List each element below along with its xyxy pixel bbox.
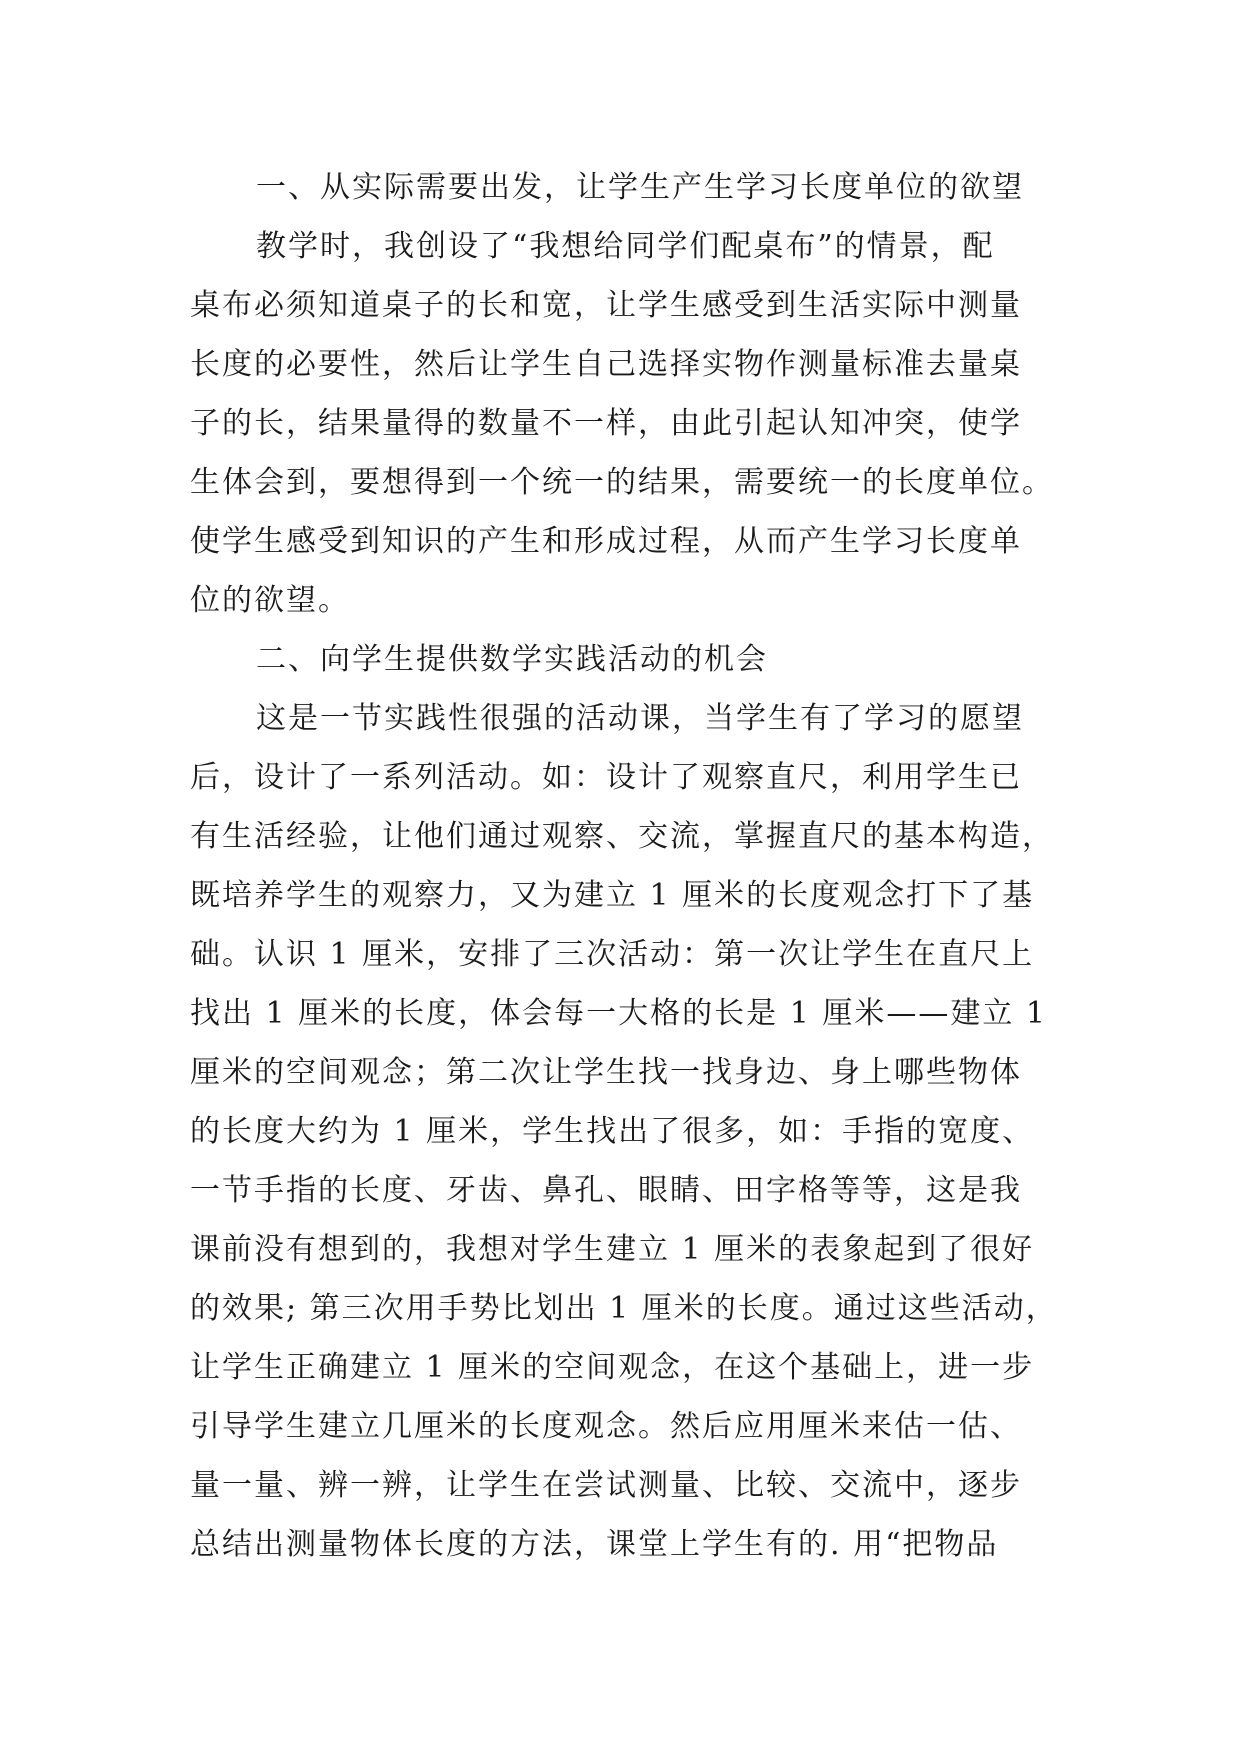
paragraph-line: 课前没有想到的，我想对学生建立 1 厘米的表象起到了很好	[190, 1232, 1035, 1267]
paragraph-line: 生体会到，要想得到一个统一的结果，需要统一的长度单位。	[190, 465, 1054, 500]
paragraph-line: 总结出测量物体长度的方法，课堂上学生有的. 用“把物品	[190, 1527, 999, 1562]
section-heading-2: 二、向学生提供数学实践活动的机会	[256, 642, 768, 677]
paragraph-line: 引导学生建立几厘米的长度观念。然后应用厘米来估一估、	[190, 1409, 1022, 1444]
paragraph-line: 这是一节实践性很强的活动课，当学生有了学习的愿望	[256, 701, 1024, 736]
paragraph-line: 桌布必须知道桌子的长和宽，让学生感受到生活实际中测量	[190, 288, 1022, 323]
paragraph-line: 的长度大约为 1 厘米，学生找出了很多，如：手指的宽度、	[190, 1114, 1035, 1149]
paragraph-line: 的效果; 第三次用手势比划出 1 厘米的长度。通过这些活动，	[190, 1291, 1058, 1326]
paragraph-line: 后，设计了一系列活动。如：设计了观察直尺，利用学生已	[190, 760, 1022, 795]
paragraph-line: 找出 1 厘米的长度，体会每一大格的长是 1 厘米——建立 1	[190, 996, 1047, 1031]
paragraph-line: 使学生感受到知识的产生和形成过程，从而产生学习长度单	[190, 524, 1022, 559]
paragraph-line: 础。认识 1 厘米，安排了三次活动：第一次让学生在直尺上	[190, 937, 1035, 972]
paragraph-line: 子的长，结果量得的数量不一样，由此引起认知冲突，使学	[190, 406, 1022, 441]
paragraph-line: 长度的必要性，然后让学生自己选择实物作测量标准去量桌	[190, 347, 1022, 382]
paragraph-line: 教学时，我创设了“我想给同学们配桌布”的情景，配	[256, 229, 995, 264]
paragraph-line: 一节手指的长度、牙齿、鼻孔、眼睛、田字格等等，这是我	[190, 1173, 1022, 1208]
paragraph-line: 既培养学生的观察力，又为建立 1 厘米的长度观念打下了基	[190, 878, 1035, 913]
section-heading-1: 一、从实际需要出发，让学生产生学习长度单位的欲望	[256, 170, 1024, 205]
body-text	[190, 158, 1070, 1574]
paragraph-line: 让学生正确建立 1 厘米的空间观念，在这个基础上，进一步	[190, 1350, 1035, 1385]
paragraph-line: 位的欲望。	[190, 583, 350, 618]
paragraph-line: 厘米的空间观念；第二次让学生找一找身边、身上哪些物体	[190, 1055, 1022, 1090]
paragraph-line: 有生活经验，让他们通过观察、交流，掌握直尺的基本构造，	[190, 819, 1054, 854]
paragraph-line: 量一量、辨一辨，让学生在尝试测量、比较、交流中，逐步	[190, 1468, 1022, 1503]
